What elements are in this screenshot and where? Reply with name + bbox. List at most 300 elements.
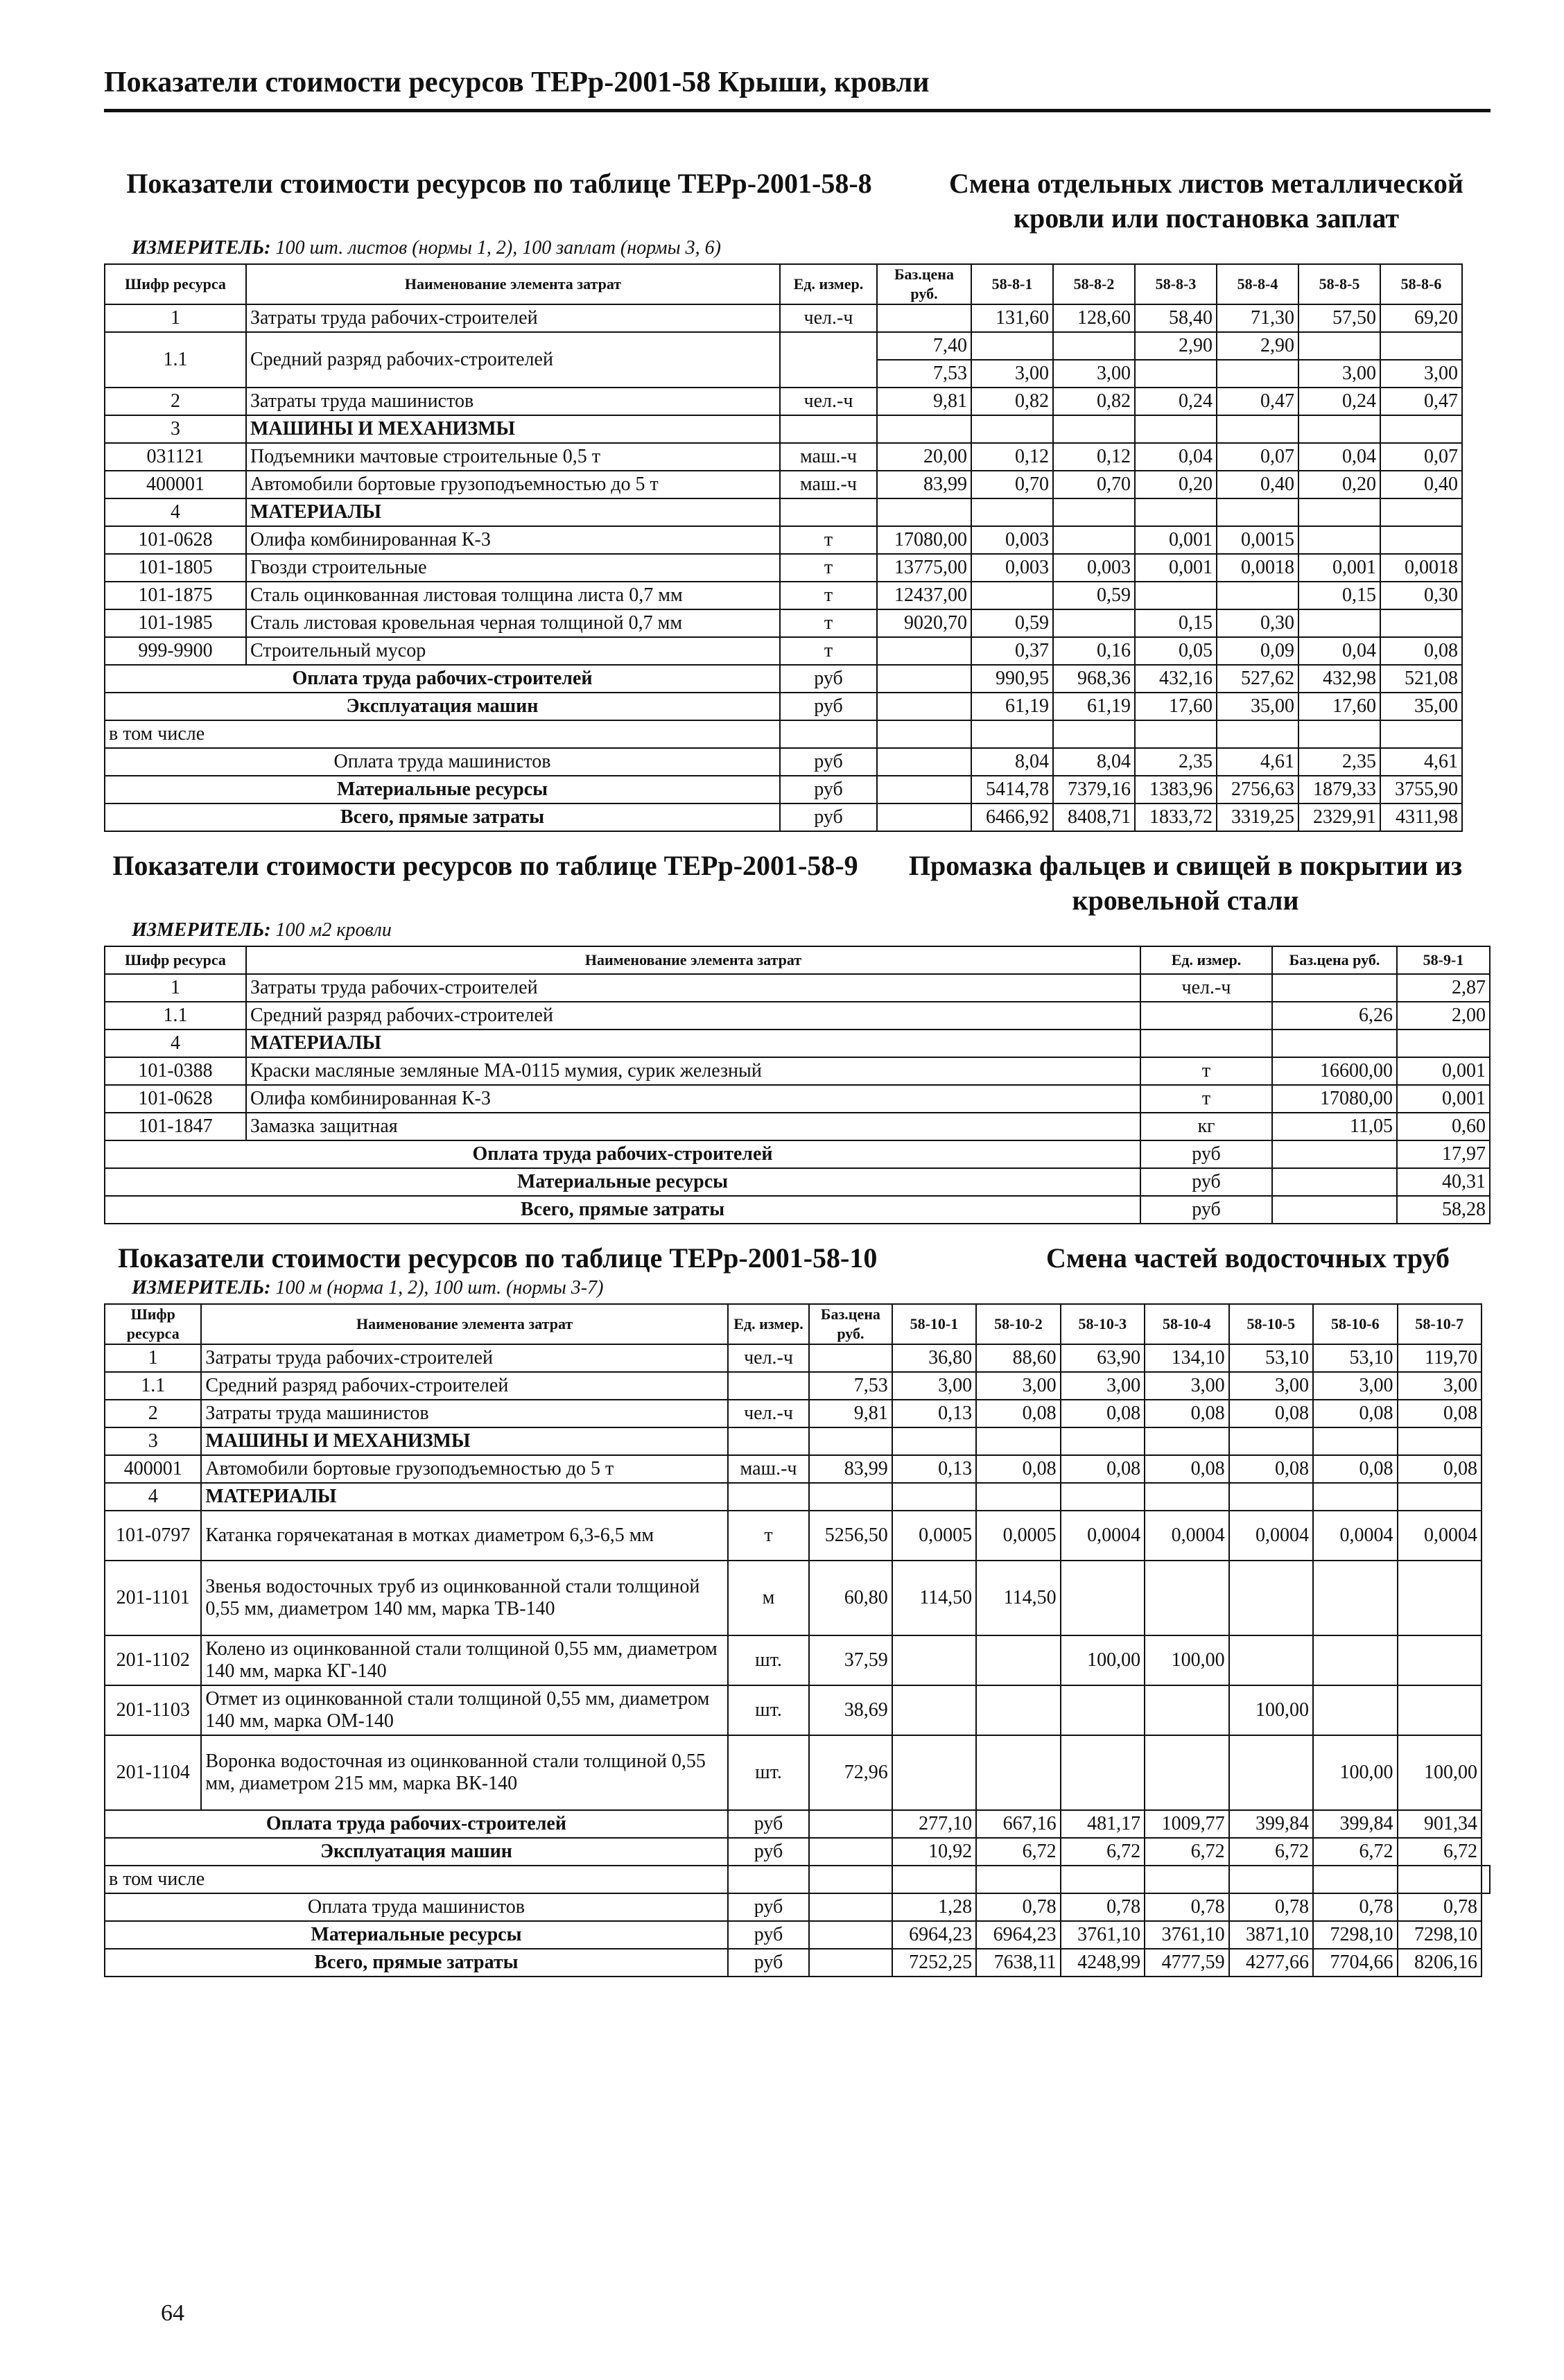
norm-value-cell — [1229, 1866, 1313, 1893]
norm-value-cell: 3,00 — [1053, 360, 1135, 388]
resource-code-cell: 1 — [105, 304, 246, 332]
unit-cell: т — [780, 582, 877, 609]
table-row — [105, 415, 1462, 443]
norm-value-cell — [1217, 415, 1298, 443]
norm-value-cell: 3,00 — [971, 360, 1053, 388]
resource-code-cell: 201-1102 — [105, 1635, 201, 1685]
resource-name-cell: Воронка водосточная из оцинкованной стали толщиной 0,55 мм, диаметром 215 мм, марка ВК-140 — [201, 1735, 727, 1810]
norm-value-cell: 667,16 — [976, 1810, 1060, 1838]
unit-cell — [780, 332, 877, 388]
norm-value-cell: 0,78 — [1398, 1893, 1482, 1921]
summary-label-cell: Оплата труда рабочих-строителей — [105, 665, 780, 693]
norm-value-cell: 0,0018 — [1217, 554, 1298, 582]
norm-value-cell: 6,72 — [1229, 1838, 1313, 1866]
norm-value-cell: 3,00 — [1229, 1372, 1313, 1400]
norm-value-cell — [1145, 1866, 1228, 1893]
unit-cell: руб — [780, 748, 877, 776]
unit-cell: руб — [780, 776, 877, 804]
table-row — [105, 388, 1462, 415]
norm-value-cell: 7298,10 — [1398, 1921, 1482, 1949]
unit-cell: чел.-ч — [780, 388, 877, 415]
norm-value-cell — [1061, 1483, 1145, 1511]
unit-cell: шт. — [728, 1735, 809, 1810]
summary-label-cell: Материальные ресурсы — [105, 1168, 1140, 1196]
unit-cell — [728, 1483, 809, 1511]
norm-value-cell: 0,37 — [971, 637, 1053, 665]
norm-value-cell: 88,60 — [976, 1344, 1060, 1372]
resource-name-cell: Краски масляные земляные МА-0115 мумия, сурик железный — [246, 1057, 1140, 1085]
norm-value-cell: 35,00 — [1380, 693, 1462, 720]
unit-cell: чел.-ч — [728, 1400, 809, 1427]
norm-value-cell: 0,08 — [1061, 1400, 1145, 1427]
norm-value-cell: 7298,10 — [1313, 1921, 1397, 1949]
norm-value-cell: 36,80 — [892, 1344, 976, 1372]
norm-value-cell — [1380, 498, 1462, 526]
norm-value-cell: 1833,72 — [1135, 804, 1217, 831]
norm-value-cell: 277,10 — [892, 1810, 976, 1838]
unit-cell: руб — [728, 1949, 809, 1977]
norm-value-cell: 4777,59 — [1145, 1949, 1228, 1977]
column-header: 58-8-1 — [971, 264, 1053, 304]
norm-value-cell — [976, 1483, 1060, 1511]
norm-value-cell: 4,61 — [1217, 748, 1298, 776]
norm-value-cell — [892, 1866, 976, 1893]
measure-line — [104, 1277, 1491, 1299]
norm-value-cell: 0,30 — [1217, 609, 1298, 637]
unit-cell: т — [728, 1511, 809, 1561]
resource-name-cell: Затраты труда рабочих-строителей — [246, 304, 780, 332]
norm-value-cell: 0,13 — [892, 1455, 976, 1483]
unit-cell: руб — [780, 665, 877, 693]
resource-code-cell: 400001 — [105, 1455, 201, 1483]
norm-value-cell: 0,78 — [976, 1893, 1060, 1921]
base-price-cell: 16600,00 — [1272, 1057, 1397, 1085]
summary-row — [105, 1838, 1490, 1866]
norm-value-cell — [976, 1635, 1060, 1685]
norm-value-cell — [1313, 1483, 1397, 1511]
measure-label: ИЗМЕРИТЕЛЬ: — [132, 237, 271, 259]
column-header: Шифр ресурса — [105, 946, 246, 974]
summary-label-cell: Эксплуатация машин — [105, 1838, 728, 1866]
base-price-cell — [809, 1838, 892, 1866]
norm-value-cell: 0,07 — [1217, 443, 1298, 471]
unit-cell — [780, 498, 877, 526]
norm-value-cell: 100,00 — [1145, 1635, 1228, 1685]
norm-value-cell — [1313, 1427, 1397, 1455]
table-row — [105, 1002, 1490, 1030]
norm-value-cell — [976, 1735, 1060, 1810]
norm-value-cell — [1053, 332, 1135, 360]
norm-value-cell: 0,70 — [971, 471, 1053, 498]
norm-value-cell: 0,24 — [1298, 388, 1380, 415]
resource-name-cell: Затраты труда рабочих-строителей — [201, 1344, 727, 1372]
norm-value-cell — [1229, 1427, 1313, 1455]
summary-label-cell: в том числе — [105, 720, 780, 748]
norm-value-cell: 0,20 — [1135, 471, 1217, 498]
norm-value-cell: 0,78 — [1313, 1893, 1397, 1921]
table-row — [105, 526, 1462, 554]
summary-row — [105, 720, 1462, 748]
table-row — [105, 1685, 1490, 1735]
norm-value-cell: 58,28 — [1397, 1196, 1490, 1224]
norm-value-cell — [1135, 582, 1217, 609]
resource-name-cell: Замазка защитная — [246, 1113, 1140, 1140]
norm-value-cell: 2,35 — [1135, 748, 1217, 776]
norm-value-cell: 0,003 — [971, 526, 1053, 554]
norm-value-cell: 0,08 — [976, 1455, 1060, 1483]
norm-value-cell: 0,08 — [1145, 1400, 1228, 1427]
norm-value-cell: 0,08 — [1398, 1400, 1482, 1427]
base-price-cell — [877, 498, 971, 526]
base-price-cell: 7,53 — [877, 360, 971, 388]
summary-label-cell: Материальные ресурсы — [105, 1921, 728, 1949]
resource-table — [104, 1303, 1491, 1977]
resource-name-cell: Автомобили бортовые грузоподъемностью до 5 т — [246, 471, 780, 498]
norm-value-cell — [971, 498, 1053, 526]
norm-value-cell — [1398, 1685, 1482, 1735]
norm-value-cell: 901,34 — [1398, 1810, 1482, 1838]
column-header: Баз.цена руб. — [877, 264, 971, 304]
norm-value-cell: 0,0004 — [1229, 1511, 1313, 1561]
norm-value-cell — [971, 720, 1053, 748]
column-header: 58-10-1 — [892, 1304, 976, 1344]
norm-value-cell: 0,12 — [1053, 443, 1135, 471]
norm-value-cell — [1397, 1030, 1490, 1057]
unit-cell: руб — [728, 1838, 809, 1866]
base-price-cell — [877, 637, 971, 665]
norm-value-cell — [1145, 1685, 1228, 1735]
norm-value-cell: 0,20 — [1298, 471, 1380, 498]
norm-value-cell: 0,08 — [1229, 1400, 1313, 1427]
base-price-cell: 60,80 — [809, 1561, 892, 1635]
norm-value-cell: 0,003 — [1053, 554, 1135, 582]
summary-row — [105, 1893, 1490, 1921]
norm-value-cell: 3871,10 — [1229, 1921, 1313, 1949]
norm-value-cell: 0,001 — [1135, 526, 1217, 554]
resource-table — [104, 946, 1491, 1224]
norm-value-cell: 432,16 — [1135, 665, 1217, 693]
base-price-cell — [1272, 1196, 1397, 1224]
base-price-cell: 38,69 — [809, 1685, 892, 1735]
norm-value-cell: 7704,66 — [1313, 1949, 1397, 1977]
norm-value-cell: 4311,98 — [1380, 804, 1462, 831]
base-price-cell: 7,53 — [809, 1372, 892, 1400]
table-row — [105, 1400, 1490, 1427]
base-price-cell — [877, 720, 971, 748]
norm-value-cell: 4277,66 — [1229, 1949, 1313, 1977]
norm-value-cell: 35,00 — [1217, 693, 1298, 720]
resource-code-cell: 101-0797 — [105, 1511, 201, 1561]
column-header: Ед. измер. — [728, 1304, 809, 1344]
base-price-cell: 7,40 — [877, 332, 971, 360]
norm-value-cell — [1217, 360, 1298, 388]
table-row — [105, 1113, 1490, 1140]
norm-value-cell: 1383,96 — [1135, 776, 1217, 804]
norm-value-cell — [1380, 332, 1462, 360]
norm-value-cell: 40,31 — [1397, 1168, 1490, 1196]
resource-name-cell: МАШИНЫ И МЕХАНИЗМЫ — [201, 1427, 727, 1455]
norm-value-cell: 0,09 — [1217, 637, 1298, 665]
norm-value-cell: 17,60 — [1135, 693, 1217, 720]
base-price-cell — [1272, 1030, 1397, 1057]
resource-name-cell: Звенья водосточных труб из оцинкованной стали толщиной 0,55 мм, диаметром 140 мм, марка ТВ-140 — [201, 1561, 727, 1635]
table-row — [105, 1427, 1490, 1455]
norm-value-cell: 2,90 — [1135, 332, 1217, 360]
norm-value-cell: 8,04 — [971, 748, 1053, 776]
norm-value-cell: 0,0005 — [976, 1511, 1060, 1561]
running-header: Показатели стоимости ресурсов ТЕРр-2001-58 Крыши, кровли — [104, 66, 1491, 112]
norm-value-cell: 0,59 — [1053, 582, 1135, 609]
unit-cell: т — [780, 526, 877, 554]
table-row — [105, 974, 1490, 1002]
resource-name-cell: Сталь листовая кровельная черная толщиной 0,7 мм — [246, 609, 780, 637]
unit-cell — [728, 1372, 809, 1400]
norm-value-cell — [976, 1427, 1060, 1455]
norm-value-cell: 0,07 — [1380, 443, 1462, 471]
base-price-cell: 17080,00 — [877, 526, 971, 554]
table-row — [105, 1455, 1490, 1483]
norm-value-cell: 2,90 — [1217, 332, 1298, 360]
norm-value-cell — [971, 415, 1053, 443]
norm-value-cell: 2756,63 — [1217, 776, 1298, 804]
norm-value-cell: 0,15 — [1298, 582, 1380, 609]
base-price-cell — [809, 1427, 892, 1455]
norm-value-cell — [1380, 609, 1462, 637]
unit-cell: т — [1140, 1085, 1272, 1113]
section-58-10 — [104, 1241, 1491, 1977]
unit-cell: руб — [728, 1893, 809, 1921]
table-row — [105, 498, 1462, 526]
table-row — [105, 304, 1462, 332]
norm-value-cell — [1053, 415, 1135, 443]
norm-value-cell: 990,95 — [971, 665, 1053, 693]
norm-value-cell — [1398, 1866, 1482, 1893]
unit-cell: кг — [1140, 1113, 1272, 1140]
base-price-cell — [877, 415, 971, 443]
base-price-cell: 83,99 — [809, 1455, 892, 1483]
base-price-cell: 6,26 — [1272, 1002, 1397, 1030]
summary-row — [105, 1921, 1490, 1949]
unit-cell — [728, 1427, 809, 1455]
norm-value-cell: 6,72 — [1145, 1838, 1228, 1866]
norm-value-cell — [1380, 415, 1462, 443]
table-row — [105, 582, 1462, 609]
summary-label-cell: Оплата труда рабочих-строителей — [105, 1810, 728, 1838]
norm-value-cell: 0,0004 — [1398, 1511, 1482, 1561]
summary-label-cell: Оплата труда машинистов — [105, 748, 780, 776]
resource-code-cell: 1 — [105, 1344, 201, 1372]
summary-row — [105, 748, 1462, 776]
base-price-cell — [877, 776, 971, 804]
norm-value-cell: 3,00 — [1398, 1372, 1482, 1400]
table-row — [105, 1735, 1490, 1810]
resource-name-cell: Олифа комбинированная К-3 — [246, 1085, 1140, 1113]
norm-value-cell — [1380, 720, 1462, 748]
summary-label-cell: Всего, прямые затраты — [105, 1196, 1140, 1224]
norm-value-cell: 3755,90 — [1380, 776, 1462, 804]
norm-value-cell: 0,24 — [1135, 388, 1217, 415]
norm-value-cell — [1298, 526, 1380, 554]
norm-value-cell: 0,05 — [1135, 637, 1217, 665]
norm-value-cell: 6964,23 — [976, 1921, 1060, 1949]
summary-label-cell: Всего, прямые затраты — [105, 1949, 728, 1977]
summary-row — [105, 665, 1462, 693]
norm-value-cell — [1482, 1866, 1490, 1893]
page-number: 64 — [161, 2300, 184, 2326]
base-price-cell: 12437,00 — [877, 582, 971, 609]
norm-value-cell: 0,08 — [1313, 1400, 1397, 1427]
column-header: Наименование элемента затрат — [246, 946, 1140, 974]
norm-value-cell: 0,08 — [1380, 637, 1462, 665]
norm-value-cell — [1229, 1561, 1313, 1635]
table-row — [105, 1057, 1490, 1085]
column-header: 58-8-5 — [1298, 264, 1380, 304]
measure-line — [104, 919, 1491, 941]
table-row — [105, 1561, 1490, 1635]
norm-value-cell — [1298, 720, 1380, 748]
unit-cell: чел.-ч — [728, 1344, 809, 1372]
resource-code-cell: 201-1101 — [105, 1561, 201, 1635]
norm-value-cell: 131,60 — [971, 304, 1053, 332]
summary-row — [105, 776, 1462, 804]
column-header: Наименование элемента затрат — [201, 1304, 727, 1344]
norm-value-cell: 3,00 — [1313, 1372, 1397, 1400]
unit-cell — [1140, 1002, 1272, 1030]
column-header: Баз.цена руб. — [809, 1304, 892, 1344]
norm-value-cell — [1313, 1866, 1397, 1893]
resource-name-cell: Сталь оцинкованная листовая толщина листа 0,7 мм — [246, 582, 780, 609]
norm-value-cell: 61,19 — [971, 693, 1053, 720]
norm-value-cell — [892, 1735, 976, 1810]
resource-code-cell: 101-1805 — [105, 554, 246, 582]
table-row — [105, 609, 1462, 637]
norm-value-cell: 399,84 — [1313, 1810, 1397, 1838]
resource-code-cell: 101-1985 — [105, 609, 246, 637]
norm-value-cell: 0,40 — [1217, 471, 1298, 498]
norm-value-cell: 0,0004 — [1313, 1511, 1397, 1561]
norm-value-cell: 4248,99 — [1061, 1949, 1145, 1977]
norm-value-cell: 3,00 — [1145, 1372, 1228, 1400]
base-price-cell: 83,99 — [877, 471, 971, 498]
norm-value-cell: 7252,25 — [892, 1949, 976, 1977]
resource-name-cell: Автомобили бортовые грузоподъемностью до 5 т — [201, 1455, 727, 1483]
norm-value-cell: 0,0015 — [1217, 526, 1298, 554]
unit-cell: маш.-ч — [780, 471, 877, 498]
norm-value-cell — [1217, 582, 1298, 609]
resource-name-cell: МАТЕРИАЛЫ — [246, 498, 780, 526]
norm-value-cell: 6,72 — [1313, 1838, 1397, 1866]
unit-cell: т — [780, 554, 877, 582]
norm-value-cell: 71,30 — [1217, 304, 1298, 332]
norm-value-cell — [1061, 1866, 1145, 1893]
norm-value-cell: 0,82 — [1053, 388, 1135, 415]
norm-value-cell: 0,78 — [1061, 1893, 1145, 1921]
norm-value-cell: 521,08 — [1380, 665, 1462, 693]
norm-value-cell: 100,00 — [1398, 1735, 1482, 1810]
norm-value-cell: 0,59 — [971, 609, 1053, 637]
resource-name-cell: Гвозди строительные — [246, 554, 780, 582]
norm-value-cell: 100,00 — [1313, 1735, 1397, 1810]
summary-label-cell: Оплата труда машинистов — [105, 1893, 728, 1921]
norm-value-cell: 57,50 — [1298, 304, 1380, 332]
norm-value-cell: 0,001 — [1298, 554, 1380, 582]
resource-name-cell: Средний разряд рабочих-строителей — [201, 1372, 727, 1400]
base-price-cell — [877, 748, 971, 776]
summary-label-cell: Материальные ресурсы — [105, 776, 780, 804]
table-title: Показатели стоимости ресурсов по таблице ТЕРр-2001-58-9 — [112, 850, 858, 881]
norm-value-cell: 3,00 — [976, 1372, 1060, 1400]
norm-value-cell — [1380, 526, 1462, 554]
base-price-cell — [809, 1921, 892, 1949]
norm-value-cell: 0,0018 — [1380, 554, 1462, 582]
norm-value-cell: 114,50 — [976, 1561, 1060, 1635]
norm-value-cell — [1135, 415, 1217, 443]
unit-cell — [728, 1866, 809, 1893]
norm-value-cell: 0,0005 — [892, 1511, 976, 1561]
resource-table — [104, 263, 1463, 832]
norm-value-cell — [1229, 1735, 1313, 1810]
resource-code-cell: 3 — [105, 415, 246, 443]
norm-value-cell — [1313, 1685, 1397, 1735]
unit-cell: м — [728, 1561, 809, 1635]
norm-value-cell: 0,003 — [971, 554, 1053, 582]
base-price-cell — [1272, 1168, 1397, 1196]
norm-value-cell — [1053, 720, 1135, 748]
norm-value-cell — [1061, 1735, 1145, 1810]
norm-value-cell — [1398, 1561, 1482, 1635]
column-header: Шифр ресурса — [105, 1304, 201, 1344]
summary-row — [105, 1866, 1490, 1893]
norm-value-cell: 6466,92 — [971, 804, 1053, 831]
measure-label: ИЗМЕРИТЕЛЬ: — [132, 919, 271, 941]
measure-line — [104, 237, 1491, 259]
column-header: Ед. измер. — [1140, 946, 1272, 974]
norm-value-cell: 114,50 — [892, 1561, 976, 1635]
base-price-cell: 5256,50 — [809, 1511, 892, 1561]
base-price-cell — [809, 1810, 892, 1838]
norm-value-cell: 0,04 — [1135, 443, 1217, 471]
norm-value-cell — [1398, 1635, 1482, 1685]
base-price-cell — [809, 1344, 892, 1372]
norm-value-cell: 8,04 — [1053, 748, 1135, 776]
norm-value-cell: 53,10 — [1313, 1344, 1397, 1372]
summary-row — [105, 1810, 1490, 1838]
resource-code-cell: 1.1 — [105, 1372, 201, 1400]
norm-value-cell — [1313, 1561, 1397, 1635]
norm-value-cell: 0,60 — [1397, 1113, 1490, 1140]
base-price-cell: 9020,70 — [877, 609, 971, 637]
unit-cell: шт. — [728, 1635, 809, 1685]
resource-code-cell: 031121 — [105, 443, 246, 471]
norm-value-cell — [1313, 1635, 1397, 1685]
unit-cell: руб — [1140, 1168, 1272, 1196]
resource-code-cell: 1.1 — [105, 332, 246, 388]
norm-value-cell: 0,30 — [1380, 582, 1462, 609]
resource-name-cell: Средний разряд рабочих-строителей — [246, 332, 780, 388]
base-price-cell — [1272, 1140, 1397, 1168]
resource-code-cell: 3 — [105, 1427, 201, 1455]
norm-value-cell — [1053, 498, 1135, 526]
norm-value-cell: 4,61 — [1380, 748, 1462, 776]
norm-value-cell: 8206,16 — [1398, 1949, 1482, 1977]
norm-value-cell: 0,001 — [1397, 1057, 1490, 1085]
unit-cell: т — [1140, 1057, 1272, 1085]
norm-value-cell — [1061, 1685, 1145, 1735]
base-price-cell — [809, 1866, 892, 1893]
column-header: Баз.цена руб. — [1272, 946, 1397, 974]
norm-value-cell — [976, 1685, 1060, 1735]
norm-value-cell: 0,40 — [1380, 471, 1462, 498]
